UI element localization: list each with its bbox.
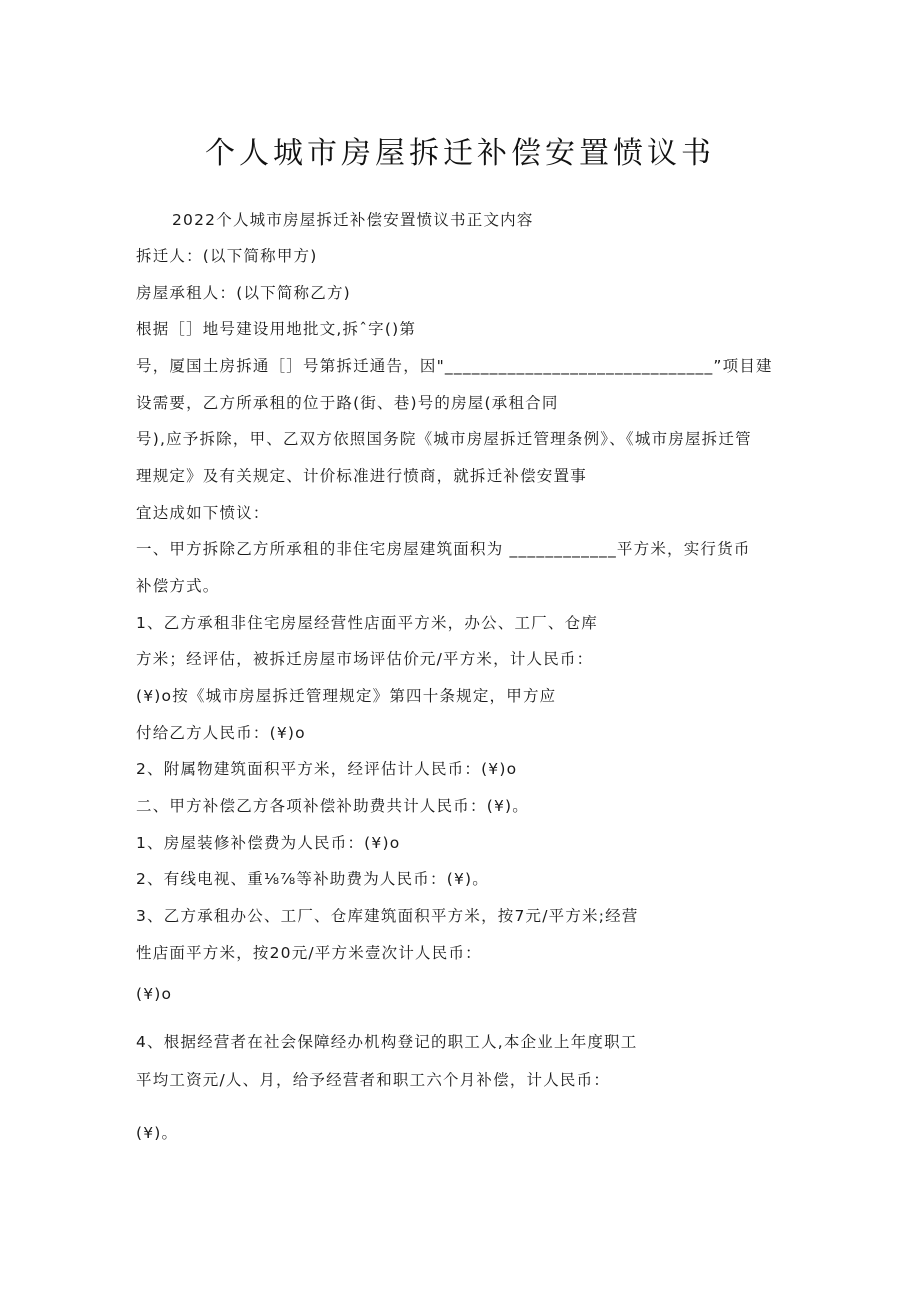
document-line: (¥)o按《城市房屋拆迁管理规定》第四十条规定，甲方应 — [136, 687, 557, 705]
document-line: 设需要，乙方所承租的位于路(街、巷)号的房屋(承租合同 — [136, 394, 559, 412]
document-line: 2022个人城市房屋拆迁补偿安置愤议书正文内容 — [172, 211, 534, 229]
document-line: 拆迁人：(以下简称甲方) — [136, 247, 318, 265]
document-line: 号),应予拆除，甲、乙双方依照国务院《城市房屋拆迁管理条例》、《城市房屋拆迁管 — [136, 430, 752, 448]
document-line: 1、乙方承租非住宅房屋经营性店面平方米，办公、工厂、仓库 — [136, 614, 598, 632]
document-line: 根据［］地号建设用地批文,拆ˆ字()第 — [136, 320, 417, 338]
document-line: (¥)o — [136, 985, 173, 1003]
document-line: 1、房屋装修补偿费为人民币：(¥)o — [136, 834, 401, 852]
document-line: 性店面平方米，按20元/平方米壹次计人民币： — [136, 944, 482, 962]
document-line: 方米；经评估，被拆迁房屋市场评估价元/平方米，计人民币： — [136, 650, 594, 668]
document-line: 号，厦国土房拆通［］号第拆迁通告，因"______________________________”项目建 — [136, 357, 773, 375]
document-line: 理规定》及有关规定、计价标准进行愤商，就拆迁补偿安置事 — [136, 467, 587, 485]
document-line: 4、根据经营者在社会保障经办机构登记的职工人,本企业上年度职工 — [136, 1033, 638, 1051]
document-line: 3、乙方承租办公、工厂、仓库建筑面积平方米，按7元/平方米;经营 — [136, 907, 639, 925]
document-line: 2、附属物建筑面积平方米，经评估计人民币：(¥)o — [136, 760, 518, 778]
document-line: 宜达成如下愤议： — [136, 504, 270, 522]
document-line: 2、有线电视、重⅛⅞等补助费为人民币：(¥)。 — [136, 870, 489, 888]
document-line: 平均工资元/人、月，给予经营者和职工六个月补偿，计人民币： — [136, 1071, 611, 1089]
document-line: 付给乙方人民币：(¥)o — [136, 724, 306, 742]
document-line: (¥)。 — [136, 1124, 179, 1142]
document-line: 房屋承租人：(以下简称乙方) — [136, 284, 351, 302]
document-line: 补偿方式。 — [136, 577, 220, 595]
document-line: 一、甲方拆除乙方所承租的非住宅房屋建筑面积为 ____________平方米，实行货币 — [136, 540, 751, 558]
document-line: 二、甲方补偿乙方各项补偿补助费共计人民币：(¥)。 — [136, 797, 529, 815]
document-title: 个人城市房屋拆迁补偿安置愤议书 — [205, 136, 715, 171]
